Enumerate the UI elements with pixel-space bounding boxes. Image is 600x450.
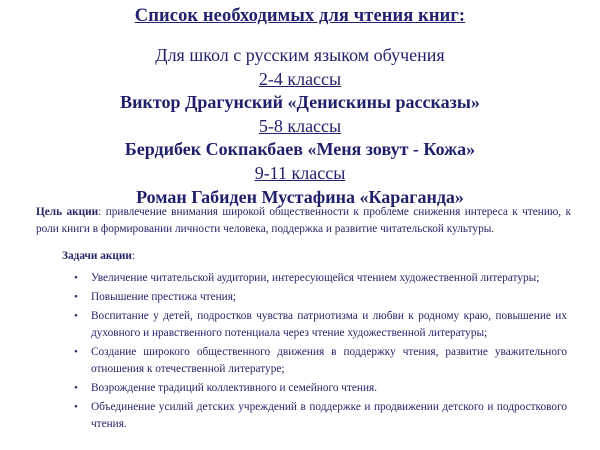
grade-5-8: 5-8 классы (258, 115, 342, 136)
book-list (0, 44, 600, 209)
list-item (72, 289, 567, 306)
school-subtitle: Для школ с русским языком обучения (155, 45, 445, 65)
goal-text: : привлечение внимания широкой общественности к проблеме снижения интереса к чтению, к роли книги в формировании личности человека, поддержка и развитие читательской культуры. (36, 206, 571, 235)
book-9-11: Роман Габиден Мустафина «Караганда» (136, 186, 464, 207)
tasks-colon: : (131, 250, 136, 262)
goal-paragraph (36, 204, 571, 238)
bullet-icon: • (74, 272, 78, 284)
list-item (72, 380, 567, 397)
bullet-icon: • (74, 310, 78, 322)
tasks-heading (62, 250, 135, 262)
bullet-icon: • (74, 346, 78, 358)
task-text: Объединение усилий детских учреждений в поддержке и продвижении детского и подросткового чтения. (91, 401, 567, 430)
list-item (72, 344, 567, 378)
task-text: Создание широкого общественного движения в поддержку чтения, развитие уважительного отношения к отечественной литературе; (91, 346, 567, 375)
list-item (72, 308, 567, 342)
bullet-icon: • (74, 291, 78, 303)
grade-9-11: 9-11 классы (254, 162, 346, 183)
task-text: Повышение престижа чтения; (91, 291, 237, 303)
task-text: Возрождение традиций коллективного и семейного чтения. (91, 382, 378, 394)
bullet-icon: • (74, 401, 78, 413)
tasks-list (72, 270, 567, 435)
bullet-icon: • (74, 382, 78, 394)
list-item (72, 270, 567, 287)
book-2-4: Виктор Драгунский «Денискины рассказы» (120, 92, 480, 113)
task-text: Воспитание у детей, подростков чувства патриотизма и любви к родному краю, повышение их духовного и нравственного потенциала через чтение художественной литературы; (91, 310, 567, 339)
grade-2-4: 2-4 классы (258, 68, 342, 89)
page-title: Список необходимых для чтения книг: (134, 6, 466, 26)
task-text: Увеличение читательской аудитории, интересующейся чтением художественной литературы; (91, 272, 540, 284)
tasks-label: Задачи акции (62, 250, 132, 262)
book-5-8: Бердибек Сокпакбаев «Меня зовут - Кожа» (124, 139, 476, 160)
goal-label: Цель акции (36, 206, 99, 218)
list-item (72, 399, 567, 433)
